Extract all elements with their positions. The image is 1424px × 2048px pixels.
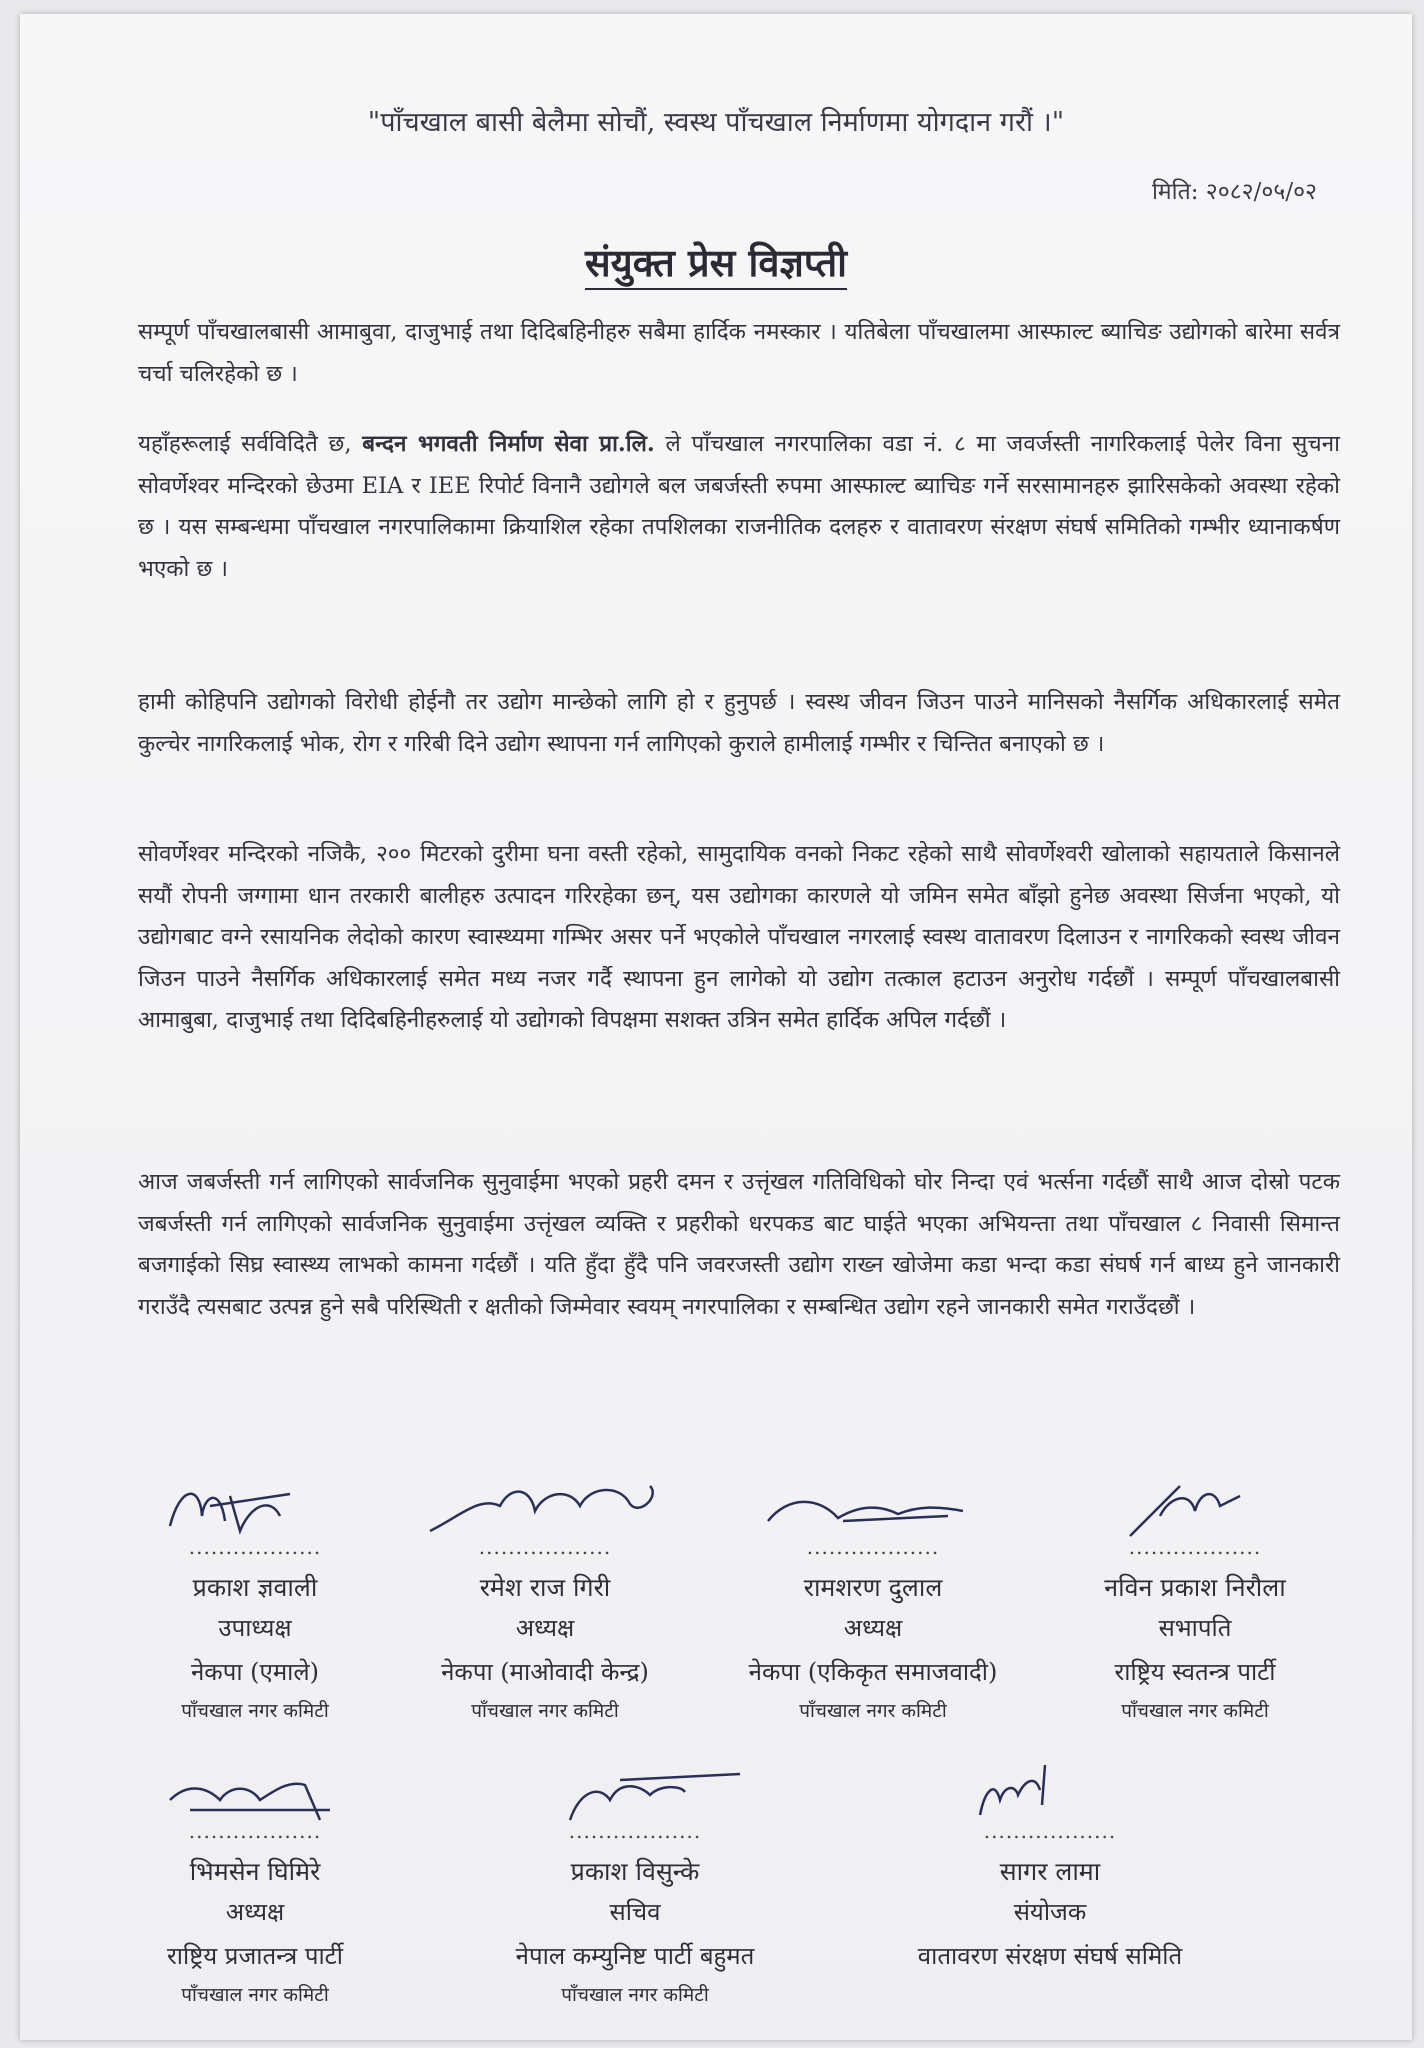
signature-line: .................. xyxy=(568,1819,702,1843)
signature-2 xyxy=(380,1476,710,1540)
slogan: "पाँचखाल बासी बेलैमा सोचौं, स्वस्थ पाँचखाल निर्माणमा योगदान गरौं ।" xyxy=(367,107,1065,138)
signatory-6 xyxy=(470,1760,800,2012)
paragraph-2-lead: यहाँहरूलाई सर्वविदितै छ, xyxy=(138,431,363,457)
signatory-name: रामशरण दुलाल xyxy=(803,1573,943,1602)
signatory-role: सभापति xyxy=(1158,1614,1232,1642)
signatory-party: राष्ट्रिय स्वतन्त्र पार्टी xyxy=(1114,1658,1276,1686)
paragraph-1 xyxy=(138,312,1340,395)
paragraph-5 xyxy=(138,1162,1340,1328)
signatory-role: अध्यक्ष xyxy=(515,1614,575,1642)
signatory-party: नेपाल कम्युनिष्ट पार्टी बहुमत xyxy=(515,1942,755,1970)
signatory-party: नेकपा (एकिकृत समाजवादी) xyxy=(748,1658,998,1686)
signature-6 xyxy=(470,1760,800,1824)
signatory-party: राष्ट्रिय प्रजातन्त्र पार्टी xyxy=(166,1942,343,1970)
signatory-name: भिमसेन घिमिरे xyxy=(189,1857,321,1886)
document-title xyxy=(20,236,1412,288)
signatory-5 xyxy=(90,1760,420,2012)
signatory-1 xyxy=(90,1476,420,1728)
signatory-2 xyxy=(380,1476,710,1728)
signatory-committee: पाँचखाल नगर कमिटी xyxy=(561,1984,709,2006)
signatory-committee: पाँचखाल नगर कमिटी xyxy=(181,1700,329,1722)
signatory-party: वातावरण संरक्षण संघर्ष समिति xyxy=(917,1942,1183,1970)
signatory-committee: पाँचखाल नगर कमिटी xyxy=(471,1700,619,1722)
paragraph-1-text: सम्पूर्ण पाँचखालबासी आमाबुवा, दाजुभाई तथा दिदिबहिनीहरु सबैमा हार्दिक नमस्कार । यतिबेला पाँचखालमा आस्फाल्ट ब्याचिङ उद्योगको बारेमा सर्वत्र चर्चा चलिरहेको छ । xyxy=(138,319,1340,387)
paragraph-4 xyxy=(138,834,1340,1042)
date: मिति: २०८२/०५/०२ xyxy=(1151,179,1317,205)
paragraph-3-text: हामी कोहिपनि उद्योगको विरोधी होईनौ तर उद्योग मान्छेको लागि हो र हुनुपर्छ । स्वस्थ जीवन जिउन पाउने मानिसको नैसर्गिक अधिकारलाई समेत कुल्चेर नागरिकलाई भोक, रोग र गरिबी दिने उद्योग स्थापना गर्न लागिएको कुराले हामीलाई गम्भीर र चिन्तित बनाएको छ । xyxy=(138,689,1340,757)
signature-4 xyxy=(1030,1476,1360,1540)
signatory-role: उपाध्यक्ष xyxy=(218,1614,292,1642)
title-text: संयुक्त प्रेस विज्ञप्ती xyxy=(585,240,847,290)
signature-line: .................. xyxy=(806,1535,940,1559)
company-name: बन्दन भगवती निर्माण सेवा प्रा.लि. xyxy=(362,431,655,457)
signatory-committee: पाँचखाल नगर कमिटी xyxy=(1121,1700,1269,1722)
paragraph-5-text: आज जबर्जस्ती गर्न लागिएको सार्वजनिक सुनुवाईमा भएको प्रहरी दमन र उत्तृंखल गतिविधिको घोर निन्दा एवं भर्त्सना गर्दछौं साथै आज दोस्रो पटक जबर्जस्ती गर्न लागिएको सार्वजनिक सुनुवाईमा उत्तृंखल व्यक्ति र प्रहरीको धरपकड बाट घाईते भएका अभियन्ता तथा पाँचखाल ८ निवासी सिमान्त बजगाईको सिघ्र स्वास्थ्य लाभको कामना गर्दछौं । यति हुँदा हुँदै पनि जवरजस्ती उद्योग राख्न खोजेमा कडा भन्दा कडा संघर्ष गर्न बाध्य हुने जानकारी गराउँदै त्यसबाट उत्पन्न हुने सबै परिस्थिती र क्षतीको जिम्मेवार स्वयम् नगरपालिका र सम्बन्धित उद्योग रहने जानकारी समेत गराउँदछौं । xyxy=(138,1169,1340,1320)
signature-line: .................. xyxy=(478,1535,612,1559)
signatory-party: नेकपा (माओवादी केन्द्र) xyxy=(441,1658,649,1686)
signature-line: .................. xyxy=(983,1819,1117,1843)
signatory-role: संयोजक xyxy=(1013,1898,1087,1926)
signature-line: .................. xyxy=(188,1819,322,1843)
signature-1 xyxy=(90,1476,420,1540)
signature-7 xyxy=(860,1760,1240,1824)
signatory-committee: पाँचखाल नगर कमिटी xyxy=(181,1984,329,2006)
paragraph-4-text: सोवर्णेश्वर मन्दिरको नजिकै, २०० मिटरको दुरीमा घना वस्ती रहेको, सामुदायिक वनको निकट रहेको साथै सोवर्णेश्वरी खोलाको सहायताले किसानले सयौं रोपनी जग्गामा धान तरकारी बालीहरु उत्पादन गरिरहेका छन्, यस उद्योगका कारणले यो जमिन समेत बाँझो हुनेछ अवस्था सिर्जना भएको, यो उद्योगबाट वग्ने रसायनिक लेदोको कारण स्वास्थ्यमा गम्भिर असर पर्ने भएकोले पाँचखाल नगरलाई स्वस्थ वातावरण दिलाउन र नागरिकको स्वस्थ जीवन जिउन पाउने नैसर्गिक अधिकारलाई समेत मध्य नजर गर्दै स्थापना हुन लागेको यो उद्योग तत्काल हटाउन अनुरोध गर्दछौं । सम्पूर्ण पाँचखालबासी आमाबुबा, दाजुभाई तथा दिदिबहिनीहरुलाई यो उद्योगको विपक्षमा सशक्त उत्रिन समेत हार्दिक अपिल गर्दछौं । xyxy=(138,841,1340,1033)
signatory-7 xyxy=(860,1760,1240,1978)
signatory-party: नेकपा (एमाले) xyxy=(190,1658,320,1686)
paragraph-2-rest: ले पाँचखाल नगरपालिका वडा नं. ८ मा जवर्जस्ती नागरिकलाई पेलेर विना सुचना सोवर्णेश्वर मन्दिरको छेउमा EIA र IEE रिपोर्ट विनानै उद्योगले बल जबर्जस्ती रुपमा आस्फाल्ट ब्याचिङ गर्ने सरसामानहरु झारिसकेको अवस्था रहेको छ । यस सम्बन्धमा पाँचखाल नगरपालिकामा क्रियाशिल रहेका तपशिलका राजनीतिक दलहरु र वातावरण संरक्षण संघर्ष समितिको गम्भीर ध्यानाकर्षण भएको छ । xyxy=(138,431,1340,582)
document-page xyxy=(20,14,1412,2040)
paragraph-2 xyxy=(138,424,1340,590)
signatory-name: प्रकाश विसुन्के xyxy=(570,1857,700,1886)
paragraph-3 xyxy=(138,682,1340,765)
signature-line: .................. xyxy=(188,1535,322,1559)
paragraph-2-text xyxy=(138,424,1340,590)
signatory-name: प्रकाश ज्ञवाली xyxy=(192,1573,318,1602)
signatory-role: अध्यक्ष xyxy=(843,1614,903,1642)
signature-3 xyxy=(708,1476,1038,1540)
signatory-committee: पाँचखाल नगर कमिटी xyxy=(799,1700,947,1722)
signatory-role: अध्यक्ष xyxy=(225,1898,285,1926)
signatory-name: रमेश राज गिरी xyxy=(479,1573,611,1602)
signature-5 xyxy=(90,1760,420,1824)
signatory-name: नविन प्रकाश निरौला xyxy=(1104,1573,1286,1602)
signatory-4 xyxy=(1030,1476,1360,1728)
signatory-role: सचिव xyxy=(609,1898,661,1926)
signature-line: .................. xyxy=(1128,1535,1262,1559)
signatory-name: सागर लामा xyxy=(999,1857,1101,1886)
signatory-3 xyxy=(708,1476,1038,1728)
